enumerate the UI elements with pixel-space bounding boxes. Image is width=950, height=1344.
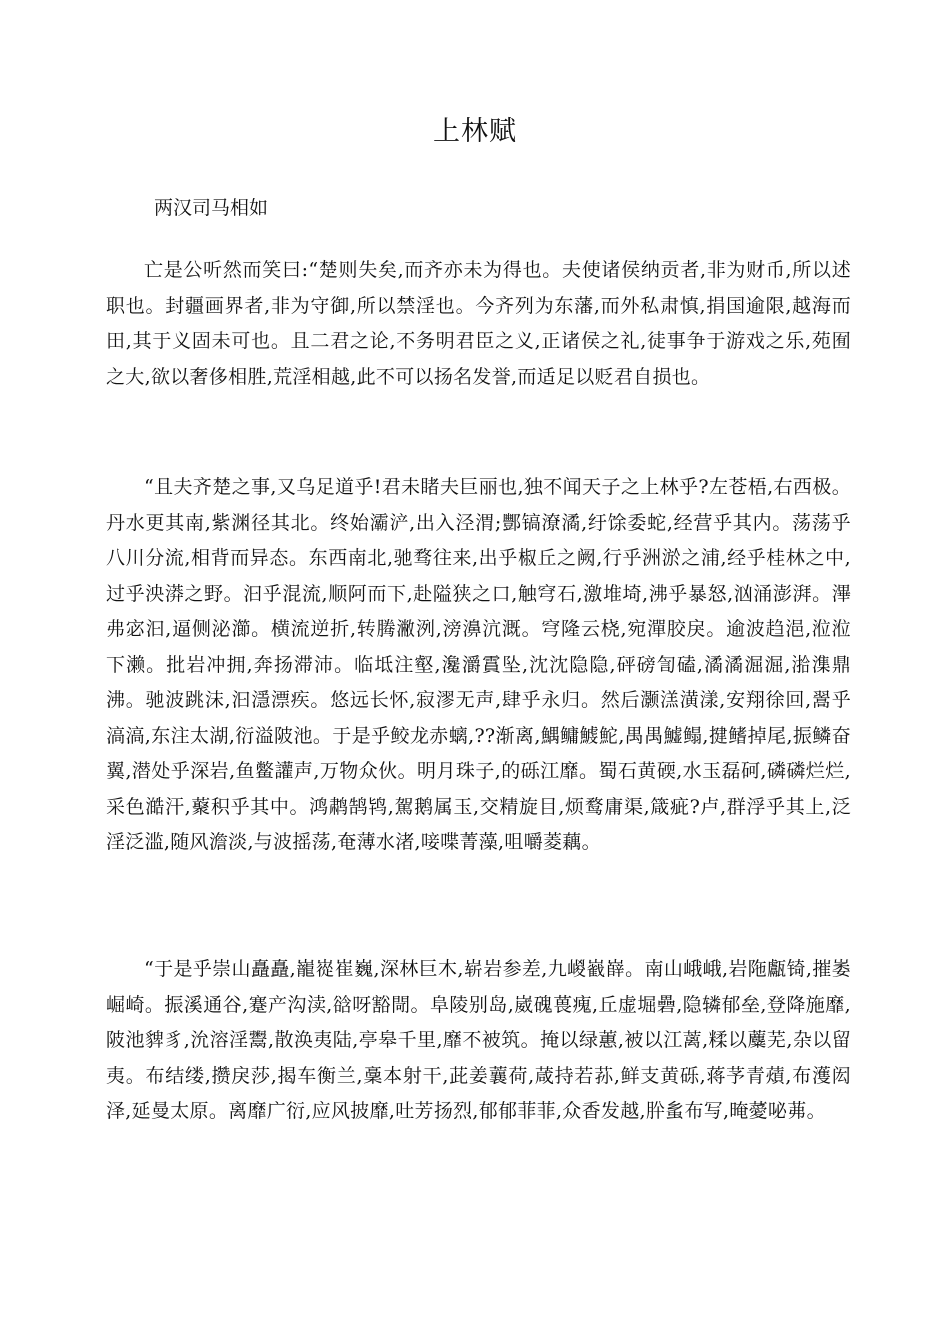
paragraph-3: “于是乎崇山矗矗,巃嵸崔巍,深林巨木,崭岩参差,九嵕巀嶭。南山峨峨,岩陁甗锜,摧崣崛崎。振溪通谷,蹇产沟渎,谽呀豁閜。阜陵别岛,崴磈葨瘣,丘虚堀礨,隐辚郁垒,登降施靡,陂池貏豸,沇溶淫鬻,散涣夷陆,亭皋千里,靡不被筑。掩以绿蕙,被以江蓠,糅以蘪芜,杂以留夷。布结缕,攒戾莎,揭车衡兰,稾本射干,茈姜蘘荷,葴持若荪,鲜支黄砾,蒋芧青薠,布濩闳泽,延曼太原。离靡广衍,应风披靡,吐芳扬烈,郁郁菲菲,众香发越,肸蚃布写,晻薆咇茀。 — [106, 958, 851, 1122]
paragraph-2: “且夫齐楚之事,又乌足道乎!君未睹夫巨丽也,独不闻天子之上林乎?左苍梧,右西极。丹水更其南,紫渊径其北。终始灞浐,出入泾渭;酆镐潦潏,纡馀委蛇,经营乎其内。荡荡乎八川分流,相背而异态。东西南北,驰骛往来,出乎椒丘之阙,行乎洲淤之浦,经乎桂林之中,过乎泱漭之野。汩乎混流,顺阿而下,赴隘狭之口,触穹石,激堆埼,沸乎暴怒,汹涌澎湃。滭弗宓汩,逼侧泌瀄。横流逆折,转腾潎洌,滂濞沆溉。穹隆云桡,宛潬胶戾。逾波趋浥,涖涖下濑。批岩冲拥,奔扬滞沛。临坻注壑,瀺灂霣坠,沈沈隐隐,砰磅訇磕,潏潏淈淈,湁潗鼎沸。驰波跳沫,汩濦漂疾。悠远长怀,寂漻无声,肆乎永归。然后灏溔潢漾,安翔徐回,翯乎滈滈,东注太湖,衍溢陂池。于是乎鲛龙赤螭,??渐离,鰅鳙鰬鮀,禺禺鱋鳎,揵鳍掉尾,振鳞奋翼,潜处乎深岩,鱼鳖讙声,万物众伙。明月珠子,的砾江靡。蜀石黄碝,水玉磊砢,磷磷烂烂,采色澔汗,藂积乎其中。鸿鹔鹄鸨,駕鹅属玉,交精旋目,烦鹜庸渠,箴疵?卢,群浮乎其上,泛淫泛滥,随风澹淡,与波摇荡,奄薄水渚,唼喋菁藻,咀嚼菱藕。 — [106, 476, 851, 853]
document-author: 两汉司马相如 — [154, 197, 269, 219]
paragraph-1: 亡是公听然而笑曰:“楚则失矣,而齐亦未为得也。夫使诸侯纳贡者,非为财币,所以述职也。封疆画界者,非为守御,所以禁淫也。今齐列为东藩,而外私肃慎,捐国逾限,越海而田,其于义固未可也。且二君之论,不务明君臣之义,正诸侯之礼,徒事争于游戏之乐,苑囿之大,欲以奢侈相胜,荒淫相越,此不可以扬名发誉,而适足以贬君自损也。 — [106, 259, 851, 388]
document-title: 上林赋 — [433, 116, 517, 147]
